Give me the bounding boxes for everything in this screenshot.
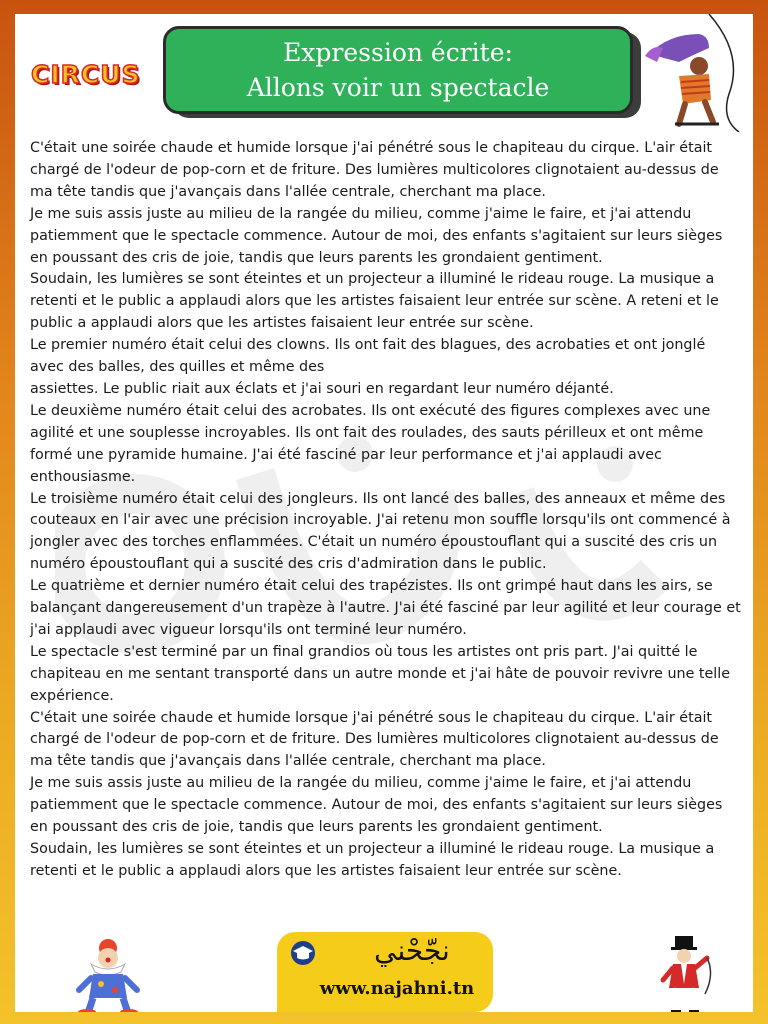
ringmaster-illustration-icon [655,934,715,1012]
paragraph: C'était une soirée chaude et humide lorsque j'ai pénétré sous le chapiteau du cirque. L'air était chargé de l'odeur de pop-corn et de friture. Des lumières multicolores clignotaient au-dessus de ma tête tandis que j'avançais dans l'allée centrale, cherchant ma place. [30,140,719,200]
title-line-2: Allons voir un spectacle [246,73,550,102]
paragraph: Le deuxième numéro était celui des acrobates. Ils ont exécuté des figures complexes avec une agilité et une souplesse incroyables. Ils ont fait des roulades, des sauts périlleux et ont même formé une pyramide humaine. J'ai été fasciné par leur performance et j'ai applaudi avec enthousiasme. [30,402,711,485]
paragraph: Le troisième numéro était celui des jongleurs. Ils ont lancé des balles, des anneaux et même des couteaux en l'air avec une précision incroyable. J'ai retenu mon souffle lorsqu'ils ont commencé à jongler avec des torches enflammées. C'était un numéro époustouflant qui a suscité des cris un numéro époustouflant qui a suscité des cris d'admiration dans le public. [30,490,731,573]
paragraph: Je me suis assis juste au milieu de la rangée du milieu, comme j'aime le faire, et j'ai attendu patiemment que le spectacle commence. Autour de moi, des enfants s'agitaient sur leurs sièges en poussant des cris de joie, tandis que leurs parents les grondaient gentiment. [30,205,723,266]
clown-illustration-icon [73,934,143,1012]
paragraph: Le premier numéro était celui des clowns. Ils ont fait des blagues, des acrobaties et ont jonglé avec des balles, des quilles et même des [30,337,706,376]
acrobat-illustration-icon [639,14,749,132]
paragraph: Soudain, les lumières se sont éteintes et un projecteur a illuminé le rideau rouge. La musique a retenti et le public a applaudi alors que les artistes faisaient leur entrée sur scène. A reteni et le public a applaudi alors que les artistes faisaient leur entrée sur scène. [30,271,719,332]
paragraph: Le quatrième et dernier numéro était celui des trapézistes. Ils ont grimpé haut dans les airs, se balançant dangereusement d'un trapèze à l'autre. J'ai été fasciné par leur agilité et leur courage et j'ai applaudi avec vigueur lorsqu'ils ont terminé leur numéro. [30,578,741,638]
brand-url[interactable]: www.najahni.tn [319,978,475,999]
paragraph: Je me suis assis juste au milieu de la rangée du milieu, comme j'aime le faire, et j'ai attendu patiemment que le spectacle commence. Autour de moi, des enfants s'agitaient sur leurs sièges en poussant des cris de joie, tandis que leurs parents les grondaient gentiment. [30,775,723,836]
brand-banner [277,932,493,1012]
circus-logo: CIRCUS [31,60,141,89]
essay-text [30,138,742,883]
worksheet [15,14,753,1012]
page-title [163,26,633,114]
paragraph: Le spectacle s'est terminé par un final grandios où tous les artistes ont pris part. J'ai quitté le chapiteau en me sentant transporté dans un autre monde et j'ai hâte de pouvoir revivre une telle expérience. [30,643,731,704]
paragraph: assiettes. Le public riait aux éclats et j'ai souri en regardant leur numéro déjanté. [30,380,614,397]
paragraph: Soudain, les lumières se sont éteintes et un projecteur a illuminé le rideau rouge. La musique a retenti et le public a applaudi alors que les artistes faisaient leur entrée sur scène. [30,841,715,879]
graduation-cap-icon [287,940,319,966]
brand-name-arabic: نجّحْني [374,934,450,967]
title-line-1: Expression écrite: [283,38,513,67]
paragraph: C'était une soirée chaude et humide lorsque j'ai pénétré sous le chapiteau du cirque. L'air était chargé de l'odeur de pop-corn et de friture. Des lumières multicolores clignotaient au-dessus de ma tête tandis que j'avançais dans l'allée centrale, cherchant ma place. [30,709,719,770]
